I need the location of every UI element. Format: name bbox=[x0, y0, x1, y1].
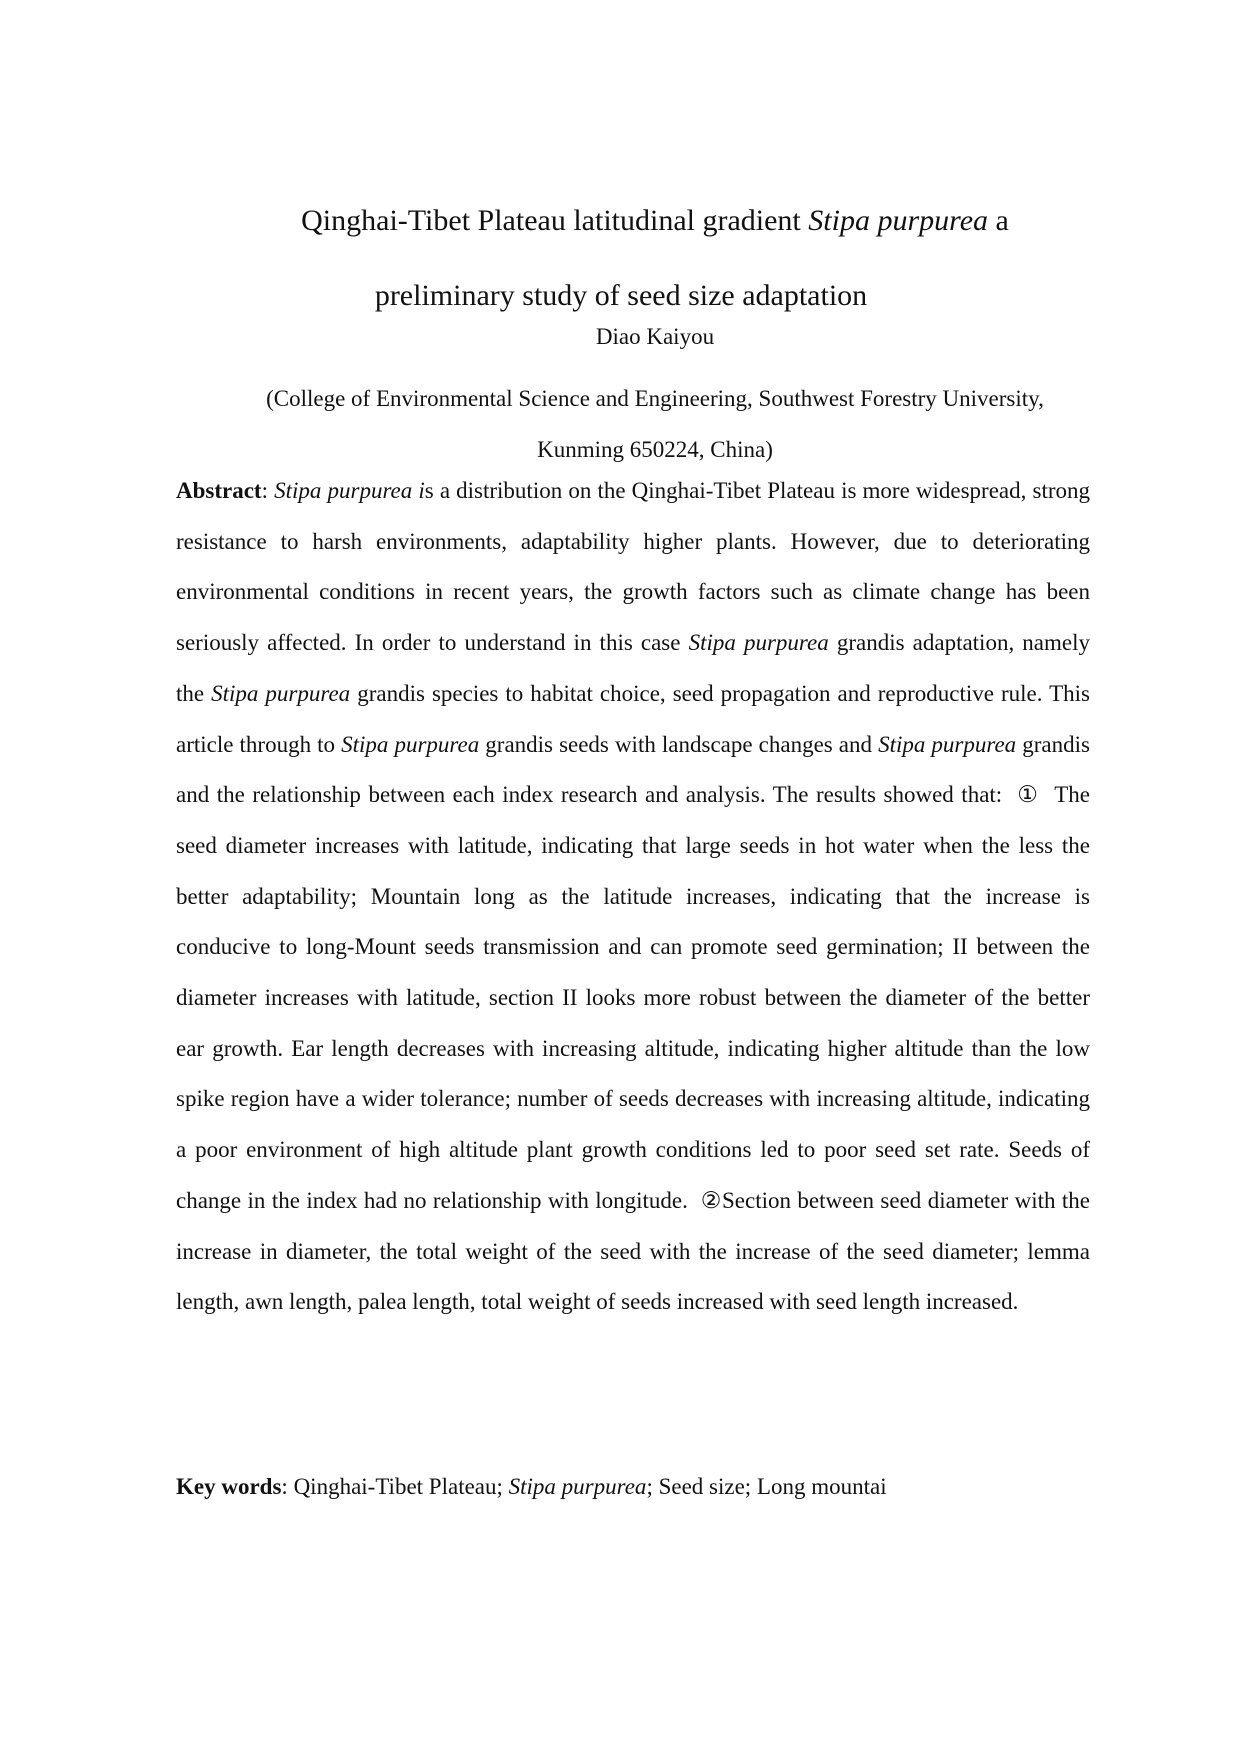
abstract-text-2: grandis adaptation, namely the bbox=[176, 630, 1091, 706]
affiliation-line-1: (College of Environmental Science and Engineering, Southwest Forestry University, bbox=[266, 386, 1044, 411]
title-line-2: preliminary study of seed size adaptation bbox=[374, 279, 868, 312]
abstract-species-3: Stipa purpurea bbox=[211, 680, 351, 706]
keyword-rest: ; Seed size; Long mountai bbox=[646, 1474, 887, 1499]
abstract-species-2: Stipa purpurea bbox=[688, 630, 829, 656]
abstract-species-1: Stipa purpurea i bbox=[274, 478, 425, 503]
affiliation-line-2: Kunming 650224, China) bbox=[537, 437, 773, 462]
abstract-text-3: grandis species to habitat choice, seed propagation and reproductive rule. This article through to bbox=[176, 680, 1090, 757]
abstract-species-4: Stipa purpurea bbox=[341, 731, 480, 757]
abstract-paragraph bbox=[176, 466, 1090, 1328]
keywords-line bbox=[176, 1462, 1090, 1512]
keyword-species: Stipa purpurea bbox=[508, 1474, 647, 1499]
title-line-1 bbox=[176, 183, 1066, 258]
keywords-label: Key words bbox=[176, 1474, 282, 1499]
title-text-end: a bbox=[988, 204, 1009, 237]
abstract-text-4: grandis seeds with landscape changes and bbox=[479, 731, 879, 757]
author-affiliation bbox=[176, 373, 1134, 475]
abstract-separator: : bbox=[261, 478, 275, 503]
title-species-italic: Stipa purpurea bbox=[808, 204, 989, 237]
abstract-text-5: grandis and the relationship between each index research and analysis. The results showed that: ① The seed diameter increases with latitude, indicating that large seeds in hot water when the less the better adaptability; Mountain long as the latitude increases, indicating that the increase is conducive to long-Mount seeds transmission and can promote seed germination; II between the diameter increases with latitude, section II looks more robust between the diameter of the better ear growth. Ear length decreases with increasing altitude, indicating higher altitude than the low spike region have a wider tolerance; number of seeds decreases with increasing altitude, indicating a poor environment of high altitude plant growth conditions led to poor seed set rate. Seeds of change in the index had no relationship with longitude. ②Section between seed diameter with the increase in diameter, the total weight of the seed with the increase of the seed diameter; lemma length, awn length, palea length, total weight of seeds increased with seed length increased. bbox=[176, 731, 1090, 1315]
abstract-species-5: Stipa purpurea bbox=[878, 731, 1017, 757]
abstract-text-1: s a distribution on the Qinghai-Tibet Plateau is more widespread, strong resistance to harsh environments, adaptability higher plants. However, due to deteriorating environmental conditions in recent years, the growth factors such as climate change has been seriously affected. In order to understand in this case bbox=[176, 478, 1090, 656]
keyword-1: Qinghai-Tibet Plateau; bbox=[293, 1474, 509, 1499]
paper-title bbox=[176, 183, 1066, 333]
title-text-start: Qinghai-Tibet Plateau latitudinal gradient bbox=[301, 204, 809, 237]
abstract-label: Abstract bbox=[176, 478, 262, 503]
keywords-separator: : bbox=[281, 1474, 294, 1499]
author-name: Diao Kaiyou bbox=[595, 324, 715, 349]
